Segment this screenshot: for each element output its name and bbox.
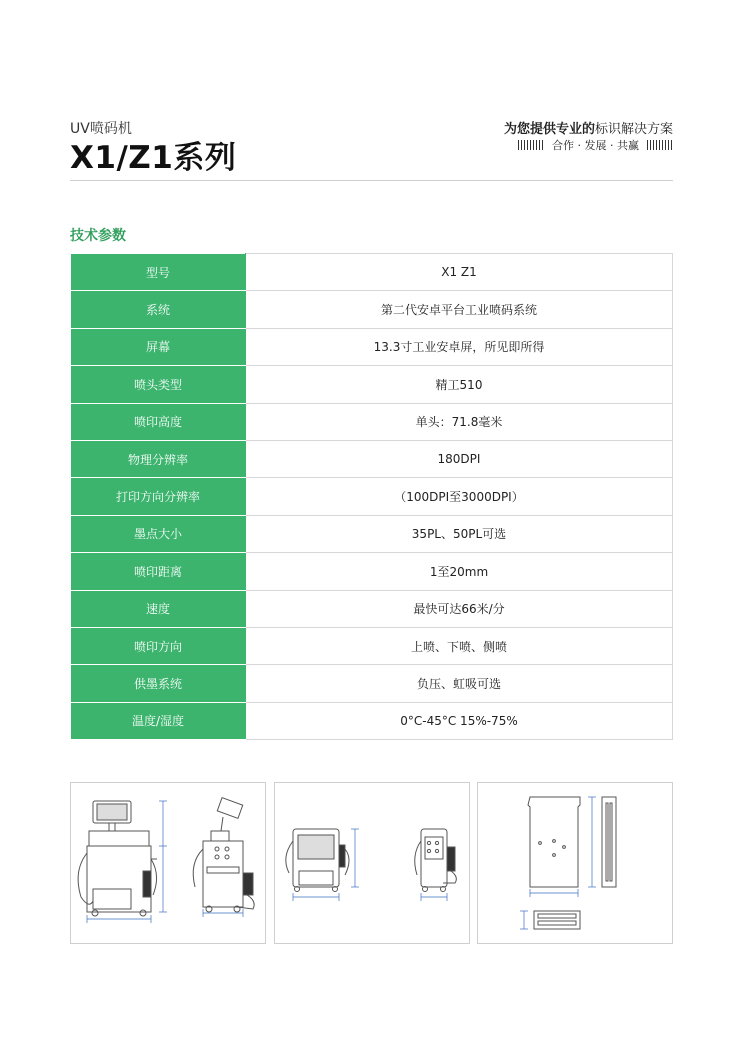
table-row	[71, 590, 673, 627]
table-row	[71, 627, 673, 664]
barcode-right-icon	[647, 140, 673, 150]
spec-label: 屏幕	[71, 328, 246, 365]
spec-value: （100DPI至3000DPI）	[246, 478, 673, 515]
spec-value: X1 Z1	[246, 254, 673, 291]
section-title: 技术参数	[70, 228, 126, 244]
drawing-z1-svg	[275, 783, 471, 945]
table-row	[71, 665, 673, 702]
spec-value: 13.3寸工业安卓屏，所见即所得	[246, 328, 673, 365]
table-row	[71, 254, 673, 291]
spec-value: 0°C-45°C 15%-75%	[246, 702, 673, 739]
drawing-printhead	[477, 782, 673, 944]
table-row	[71, 366, 673, 403]
table-row	[71, 403, 673, 440]
table-row	[71, 328, 673, 365]
spec-label: 型号	[71, 254, 246, 291]
motto: 合作 · 发展 · 共赢	[552, 139, 639, 152]
slogan-bold: 为您提供专业的	[503, 122, 595, 137]
spec-label: 墨点大小	[71, 515, 246, 552]
spec-value: 180DPI	[246, 440, 673, 477]
spec-value: 精工510	[246, 366, 673, 403]
spec-label: 物理分辨率	[71, 440, 246, 477]
spec-label: 喷印距离	[71, 553, 246, 590]
spec-value: 上喷、下喷、侧喷	[246, 627, 673, 664]
spec-label: 打印方向分辨率	[71, 478, 246, 515]
drawing-printhead-svg	[478, 783, 674, 945]
slogan	[504, 118, 673, 137]
spec-label: 温度/湿度	[71, 702, 246, 739]
table-row	[71, 515, 673, 552]
spec-value: 第二代安卓平台工业喷码系统	[246, 291, 673, 328]
drawing-x1-front-side	[70, 782, 266, 944]
drawing-z1-front-side	[274, 782, 470, 944]
product-title: X1/Z1系列	[70, 140, 237, 176]
spec-label: 喷印方向	[71, 627, 246, 664]
spec-value: 最快可达66米/分	[246, 590, 673, 627]
spec-table	[70, 253, 673, 740]
spec-label: 供墨系统	[71, 665, 246, 702]
slogan-rest: 标识解决方案	[594, 122, 673, 137]
spec-label: 喷印高度	[71, 403, 246, 440]
barcode-left-icon	[518, 140, 544, 150]
spec-value: 负压、虹吸可选	[246, 665, 673, 702]
table-row	[71, 553, 673, 590]
table-row	[71, 440, 673, 477]
spec-label: 系统	[71, 291, 246, 328]
spec-value: 单头：71.8毫米	[246, 403, 673, 440]
table-row	[71, 702, 673, 739]
table-row	[71, 478, 673, 515]
spec-label: 速度	[71, 590, 246, 627]
drawing-x1-svg	[71, 783, 267, 945]
product-subtitle: UV喷码机	[70, 121, 132, 137]
spec-value: 35PL、50PL可选	[246, 515, 673, 552]
table-row	[71, 291, 673, 328]
motto-row	[518, 137, 673, 153]
spec-value: 1至20mm	[246, 553, 673, 590]
spec-label: 喷头类型	[71, 366, 246, 403]
header-divider	[70, 180, 673, 181]
